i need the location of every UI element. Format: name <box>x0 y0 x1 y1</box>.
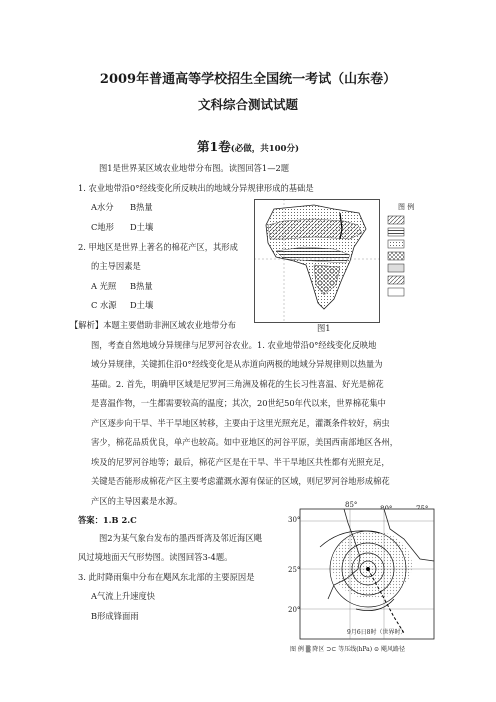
fig2-lat-30: 30° <box>288 516 301 524</box>
q1-stem: 1. 农业地带沿0°经线变化所反映出的地域分异规律形成的基础是 <box>78 183 314 193</box>
figure-1-legend-title: 图 例 <box>398 203 415 211</box>
q3-stem: 3. 此时降雨集中分布在飓风东北部的主要原因是 <box>78 572 255 582</box>
q1-option-b: B热量 <box>130 202 153 212</box>
q3-option-a: A气流上升速度快 <box>91 591 156 601</box>
question-intro-1: 图1是世界某区域农业地带分布图。读图回答1—2题 <box>99 163 290 173</box>
fig2-date-label: 9月6日8时（世界时） <box>347 629 407 636</box>
exam-title: 2009年普通高等学校招生全国统一考试（山东卷） <box>99 72 397 87</box>
answer-line: 答案：1.B 2.C <box>78 515 137 525</box>
fig2-lat-25: 25° <box>288 566 301 574</box>
figure-1-legend <box>382 203 419 299</box>
analysis-line-2: 图，考查自然地域分异规律与尼罗河谷农业。1. 农业地带沿0°经线变化反映地 <box>91 340 377 350</box>
q2-option-c: C 水源 <box>91 300 117 310</box>
q2-option-d: D土壤 <box>130 300 154 310</box>
exam-subtitle: 文科综合测试试题 <box>197 97 298 112</box>
section-note: (必做，共100分) <box>230 144 299 154</box>
q3-option-b: B形成锋面雨 <box>91 611 139 621</box>
analysis-line-4: 基础。2. 首先，明确甲区域是尼罗河三角洲及棉花的生长习性喜温、好光是棉花 <box>91 379 384 389</box>
question-intro-2: 图2为某气象台发布的墨西哥湾及邻近海区飓 <box>99 533 262 543</box>
q1-option-c: C地形 <box>91 222 114 232</box>
figure-1-caption: 图1 <box>317 323 331 333</box>
q2-stem-cont: 的主导因素是 <box>91 261 141 271</box>
fig2-legend: 图 例 ▒ 降区 ⊃⊂ 等压线(hPa) ⊙ 飓风路径 <box>290 646 405 653</box>
q2-option-b: B热量 <box>130 281 153 291</box>
q2-stem: 2. 甲地区是世界上著名的棉花产区，其形成 <box>78 242 238 252</box>
analysis-line-5: 是喜温作物，一生都需要较高的温度；其次，20世纪50年代以来，世界棉花集中 <box>91 398 386 408</box>
analysis-line-3: 域分异规律，关键抓住沿0°经线变化是从赤道向两极的地域分异规律则以热量为 <box>91 359 383 369</box>
q1-option-a: A水分 <box>91 202 114 212</box>
question-intro-2-cont: 风过境地面天气形势图。读图回答3-4题。 <box>78 552 233 562</box>
section-label: 第1卷 <box>197 139 231 154</box>
analysis-line-8: 埃及的尼罗河谷地等；最后，棉花产区是在干旱、半干旱地区共性都有光照充足， <box>91 457 390 467</box>
section-title <box>0 137 496 155</box>
analysis-line-7: 害少，棉花品质优良，单产也较高。如中亚地区的河谷平原，美国西南部地区各州， <box>91 437 398 447</box>
q2-option-a: A 光照 <box>91 281 117 291</box>
analysis-line-1: 【解析】本题主要借助非洲区域农业地带分布 <box>70 320 236 330</box>
analysis-line-10: 产区的主导因素是水源。 <box>91 496 183 506</box>
fig2-lon-85: 85° <box>345 501 358 509</box>
fig2-lat-20: 20° <box>288 606 301 614</box>
figure-1-africa-map <box>254 199 420 323</box>
q1-option-d: D土壤 <box>130 222 154 232</box>
analysis-line-9: 关键是否能形成棉花产区主要考虑灌溉水源有保证的区域，则尼罗河谷地形成棉花 <box>91 476 390 486</box>
analysis-line-6: 产区逐步向干旱、半干旱地区转移，主要由于这里光照充足，灌溉条件较好，病虫 <box>91 418 390 428</box>
